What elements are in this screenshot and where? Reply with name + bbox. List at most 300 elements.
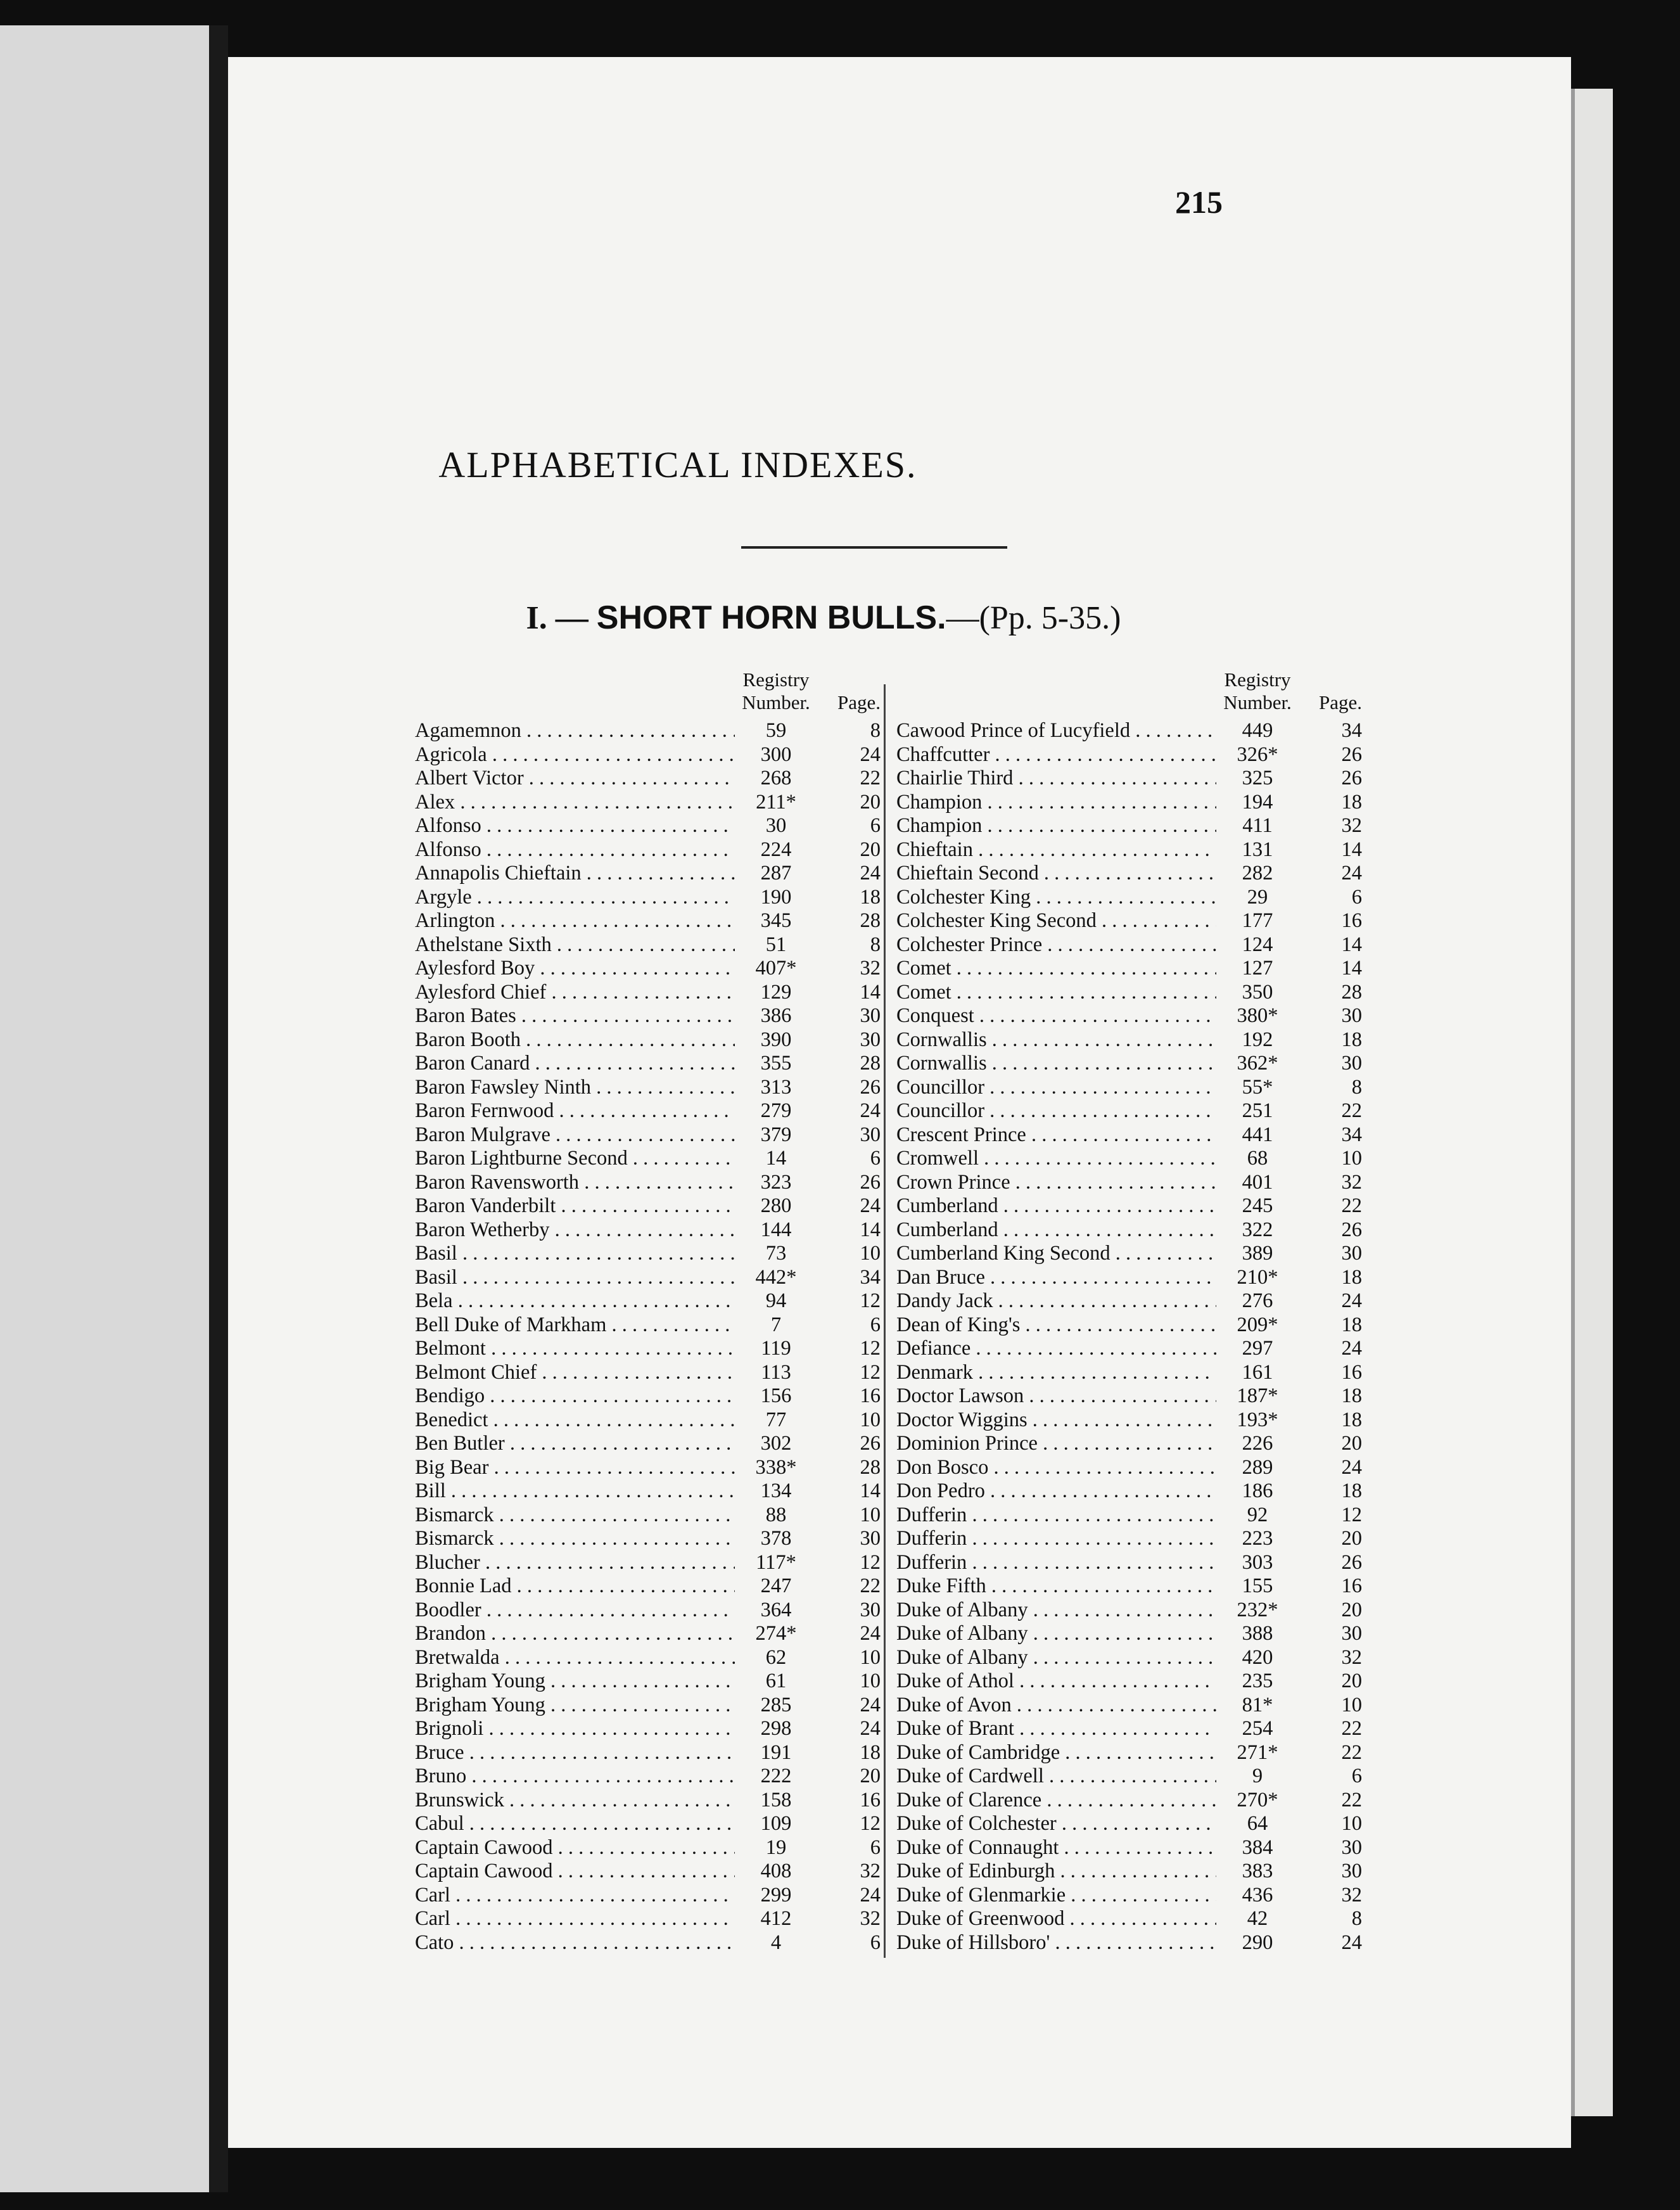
entry-name: Councillor . . . [896, 1076, 1216, 1100]
page-ref: 30 [860, 1527, 881, 1550]
page-ref: 24 [860, 1099, 881, 1122]
registry-number: 388 [1242, 1622, 1273, 1645]
page-ref: 22 [1341, 1741, 1362, 1764]
page-ref: 22 [1341, 1194, 1362, 1217]
index-entry [896, 1599, 1362, 1623]
entry-name: Colchester King Second . . . [896, 909, 1216, 933]
entry-name: Bonnie Lad . . . [415, 1574, 735, 1599]
page-ref: 34 [860, 1265, 881, 1289]
entry-name: Cromwell . . . [896, 1147, 1216, 1171]
page-ref: 6 [870, 1931, 881, 1954]
entry-name: Cumberland . . . [896, 1194, 1216, 1218]
entry-name: Belmont Chief . . . [415, 1361, 735, 1385]
registry-number: 29 [1247, 885, 1268, 909]
index-entry [415, 1099, 881, 1123]
entry-name: Dufferin . . . [896, 1551, 1216, 1575]
entry-name: Brignoli . . . [415, 1717, 735, 1741]
index-entry [415, 1171, 881, 1195]
page-ref: 18 [860, 1741, 881, 1764]
index-entry [415, 1242, 881, 1266]
entry-name: Cumberland King Second . . . [896, 1242, 1216, 1266]
index-entry [415, 743, 881, 767]
page-edge [1571, 89, 1613, 2116]
registry-number: 186 [1242, 1479, 1273, 1502]
entry-name: Councillor . . . [896, 1099, 1216, 1123]
entry-name: Doctor Lawson . . . [896, 1384, 1216, 1408]
registry-number: 338* [755, 1455, 797, 1479]
registry-number: 223 [1242, 1527, 1273, 1550]
index-entry [415, 1789, 881, 1813]
entry-name: Crown Prince . . . [896, 1171, 1216, 1195]
index-entry [896, 1812, 1362, 1836]
index-entry [415, 1004, 881, 1028]
index-entry [415, 1741, 881, 1765]
entry-name: Colchester Prince . . . [896, 933, 1216, 957]
registry-number: 407* [755, 957, 797, 980]
index-entry [415, 767, 881, 791]
index-entry [896, 981, 1362, 1005]
page-ref: 30 [860, 1598, 881, 1621]
page-ref: 28 [1341, 980, 1362, 1004]
page-ref: 18 [1341, 1408, 1362, 1431]
page-ref: 6 [870, 1147, 881, 1170]
index-entry [896, 957, 1362, 981]
entry-name: Bismarck . . . [415, 1504, 735, 1528]
page-ref: 14 [860, 1218, 881, 1241]
index-entry [896, 1622, 1362, 1646]
registry-number: 177 [1242, 909, 1273, 932]
entry-name: Duke of Avon . . . [896, 1694, 1216, 1718]
index-entry [415, 1432, 881, 1456]
registry-number: 350 [1242, 980, 1273, 1004]
index-column-left [415, 668, 881, 1955]
index-entry [896, 719, 1362, 743]
registry-number: 436 [1242, 1883, 1273, 1907]
page-ref: 22 [1341, 1788, 1362, 1811]
entry-name: Don Pedro . . . [896, 1479, 1216, 1504]
entry-name: Brigham Young . . . [415, 1670, 735, 1694]
registry-number: 156 [760, 1384, 792, 1407]
index-entry [896, 838, 1362, 862]
index-entries-left [415, 719, 881, 1955]
section-name: SHORT HORN BULLS. [596, 599, 946, 636]
entry-name: Duke of Colchester . . . [896, 1812, 1216, 1836]
registry-number: 210* [1237, 1265, 1278, 1289]
index-entry [415, 1456, 881, 1480]
registry-number: 276 [1242, 1289, 1273, 1312]
index-entry [896, 1456, 1362, 1480]
left-facing-page [0, 25, 209, 2192]
entry-name: Bendigo . . . [415, 1384, 735, 1408]
page-ref: 12 [860, 1360, 881, 1384]
index-entry [415, 1884, 881, 1908]
entry-name: Cawood Prince of Lucyfield . . . [896, 719, 1216, 743]
page-ref: 8 [870, 719, 881, 742]
column-header [896, 668, 1362, 719]
page-header: Page. [1318, 691, 1362, 713]
index-entry [896, 886, 1362, 910]
page-ref: 6 [870, 814, 881, 837]
page-ref: 32 [1341, 1170, 1362, 1194]
index-entry [415, 791, 881, 815]
registry-number: 408 [760, 1860, 792, 1882]
index-entry [896, 1004, 1362, 1028]
registry-number: 279 [760, 1099, 792, 1122]
entry-name: Champion . . . [896, 814, 1216, 838]
index-entry [896, 1052, 1362, 1076]
registry-number: 19 [765, 1836, 787, 1859]
registry-number: 187* [1237, 1384, 1278, 1407]
column-divider [884, 684, 886, 1958]
index-entry [896, 1171, 1362, 1195]
entry-name: Duke of Edinburgh . . . [896, 1860, 1216, 1884]
page-ref: 26 [1341, 1218, 1362, 1241]
page-ref: 10 [860, 1408, 881, 1431]
section-heading [317, 599, 1330, 637]
page-ref: 34 [1341, 1123, 1362, 1146]
page-ref: 14 [860, 980, 881, 1004]
entry-name: Annapolis Chieftain . . . [415, 862, 735, 886]
registry-number: 270* [1237, 1788, 1278, 1811]
index-entry [896, 1836, 1362, 1860]
registry-number: 287 [760, 862, 792, 885]
registry-number: 7 [770, 1313, 782, 1336]
page-number: 215 [1175, 184, 1223, 220]
page-ref: 12 [860, 1550, 881, 1574]
registry-number: 326* [1237, 743, 1278, 766]
index-entry [896, 814, 1362, 838]
registry-header: Registry Number. [1223, 668, 1292, 713]
page-ref: 26 [1341, 1550, 1362, 1574]
index-entry [415, 1527, 881, 1551]
page-ref: 26 [860, 1432, 881, 1455]
entry-name: Blucher . . . [415, 1551, 735, 1575]
entry-name: Baron Mulgrave . . . [415, 1123, 735, 1147]
entry-name: Duke of Hillsboro' . . . [896, 1931, 1216, 1955]
entry-name: Colchester King . . . [896, 886, 1216, 910]
page-ref: 10 [860, 1242, 881, 1265]
entry-name: Basil . . . [415, 1266, 735, 1290]
index-entry [896, 767, 1362, 791]
registry-number: 299 [760, 1883, 792, 1907]
entry-name: Aylesford Chief . . . [415, 981, 735, 1005]
entry-name: Athelstane Sixth . . . [415, 933, 735, 957]
entry-name: Baron Bates . . . [415, 1004, 735, 1028]
registry-number: 282 [1242, 862, 1273, 885]
page-ref: 6 [1351, 885, 1362, 909]
entry-name: Duke of Clarence . . . [896, 1789, 1216, 1813]
registry-number: 401 [1242, 1170, 1273, 1194]
index-entry [896, 1361, 1362, 1385]
entry-name: Agricola . . . [415, 743, 735, 767]
index-entry [415, 719, 881, 743]
page-title: ALPHABETICAL INDEXES. [438, 444, 917, 485]
page-ref: 24 [1341, 1455, 1362, 1479]
entry-name: Chairlie Third . . . [896, 767, 1216, 791]
entry-name: Dufferin . . . [896, 1527, 1216, 1551]
index-entry [415, 1052, 881, 1076]
index-entry [896, 1218, 1362, 1242]
column-header [415, 668, 881, 719]
index-entry [896, 791, 1362, 815]
page-ref: 14 [1341, 957, 1362, 980]
entry-name: Captain Cawood . . . [415, 1860, 735, 1884]
index-entry [415, 1479, 881, 1504]
registry-number: 109 [760, 1812, 792, 1835]
registry-header: Registry Number. [742, 668, 810, 713]
entry-name: Alfonso . . . [415, 814, 735, 838]
entry-name: Cato . . . [415, 1931, 735, 1955]
registry-number: 113 [761, 1360, 791, 1384]
entry-name: Cornwallis . . . [896, 1028, 1216, 1052]
registry-number: 88 [765, 1503, 787, 1526]
registry-number: 144 [760, 1218, 792, 1241]
page-ref: 16 [1341, 909, 1362, 932]
index-entry [415, 1147, 881, 1171]
index-entry [896, 1076, 1362, 1100]
registry-number: 254 [1242, 1717, 1273, 1740]
page-ref: 16 [860, 1788, 881, 1811]
page-ref: 22 [860, 767, 881, 789]
registry-number: 297 [1242, 1337, 1273, 1360]
page-ref: 10 [860, 1503, 881, 1526]
registry-number: 298 [760, 1717, 792, 1740]
registry-number: 355 [760, 1052, 792, 1075]
page-ref: 18 [1341, 790, 1362, 814]
index-entry [415, 909, 881, 933]
page-ref: 10 [1341, 1693, 1362, 1716]
page-ref: 24 [1341, 1289, 1362, 1312]
registry-number: 285 [760, 1693, 792, 1716]
entry-name: Duke Fifth . . . [896, 1574, 1216, 1599]
registry-number: 73 [765, 1242, 787, 1265]
registry-number: 192 [1242, 1028, 1273, 1051]
entry-name: Bruce . . . [415, 1741, 735, 1765]
index-entry [415, 1361, 881, 1385]
registry-number: 247 [760, 1574, 792, 1597]
index-entry [896, 1646, 1362, 1670]
entry-name: Carl . . . [415, 1907, 735, 1931]
index-entry [896, 1266, 1362, 1290]
index-entries-right [896, 719, 1362, 1955]
page-ref: 24 [1341, 1337, 1362, 1360]
registry-number: 124 [1242, 933, 1273, 956]
page-ref: 6 [870, 1836, 881, 1859]
index-entry [415, 1028, 881, 1052]
index-entry [896, 1907, 1362, 1931]
entry-name: Big Bear . . . [415, 1456, 735, 1480]
index-entry [896, 1194, 1362, 1218]
index-entry [415, 1289, 881, 1313]
registry-number: 322 [1242, 1218, 1273, 1241]
registry-number: 117* [756, 1550, 796, 1574]
page-ref: 10 [860, 1645, 881, 1669]
registry-number: 193* [1237, 1408, 1278, 1431]
index-entry [896, 909, 1362, 933]
entry-name: Baron Canard . . . [415, 1052, 735, 1076]
entry-name: Bismarck . . . [415, 1527, 735, 1551]
index-entry [415, 862, 881, 886]
index-entry [896, 1694, 1362, 1718]
index-entry [415, 1384, 881, 1408]
index-entry [896, 1884, 1362, 1908]
page-ref: 24 [1341, 862, 1362, 885]
index-entry [896, 1147, 1362, 1171]
page-ref: 28 [860, 1052, 881, 1075]
registry-number: 235 [1242, 1670, 1273, 1692]
entry-name: Alex . . . [415, 791, 735, 815]
index-entry [896, 1789, 1362, 1813]
index-entry [415, 1907, 881, 1931]
entry-name: Duke of Greenwood . . . [896, 1907, 1216, 1931]
registry-number: 345 [760, 909, 792, 932]
entry-name: Albert Victor . . . [415, 767, 735, 791]
index-entry [415, 1599, 881, 1623]
page-ref: 20 [860, 1765, 881, 1787]
page-ref: 26 [1341, 743, 1362, 766]
registry-number: 364 [760, 1598, 792, 1621]
registry-number: 131 [1242, 838, 1273, 861]
registry-number: 55* [1242, 1075, 1273, 1099]
entry-name: Carl . . . [415, 1884, 735, 1908]
index-entry [896, 1504, 1362, 1528]
registry-number: 134 [760, 1479, 792, 1502]
entry-name: Dandy Jack . . . [896, 1289, 1216, 1313]
index-entry [896, 1860, 1362, 1884]
page-ref: 26 [860, 1170, 881, 1194]
registry-number: 51 [765, 933, 787, 956]
index-entry [415, 1076, 881, 1100]
page-ref: 24 [1341, 1931, 1362, 1954]
page-ref: 18 [860, 885, 881, 909]
page-ref: 22 [860, 1574, 881, 1597]
index-entry [896, 1741, 1362, 1765]
page-ref: 30 [860, 1004, 881, 1027]
registry-number: 9 [1252, 1765, 1263, 1787]
index-entry [896, 1099, 1362, 1123]
registry-number: 14 [765, 1147, 787, 1170]
index-entry [415, 933, 881, 957]
index-entry [415, 1574, 881, 1599]
index-entry [896, 933, 1362, 957]
page-ref: 12 [860, 1289, 881, 1312]
entry-name: Chieftain Second . . . [896, 862, 1216, 886]
page-ref: 32 [1341, 1645, 1362, 1669]
index-entry [896, 1479, 1362, 1504]
registry-number: 420 [1242, 1645, 1273, 1669]
entry-name: Duke of Albany . . . [896, 1622, 1216, 1646]
entry-name: Defiance . . . [896, 1337, 1216, 1361]
registry-number: 290 [1242, 1931, 1273, 1954]
index-entry [415, 1670, 881, 1694]
entry-name: Brunswick . . . [415, 1789, 735, 1813]
index-entry [415, 1504, 881, 1528]
page-ref: 18 [1341, 1384, 1362, 1407]
entry-name: Champion . . . [896, 791, 1216, 815]
index-entry [896, 1123, 1362, 1147]
page-ref: 14 [1341, 838, 1362, 861]
entry-name: Duke of Cambridge . . . [896, 1741, 1216, 1765]
index-entry [896, 1028, 1362, 1052]
entry-name: Brigham Young . . . [415, 1694, 735, 1718]
index-entry [415, 1218, 881, 1242]
page-ref: 30 [1341, 1242, 1362, 1265]
page-ref: 18 [1341, 1479, 1362, 1502]
page-ref: 30 [1341, 1052, 1362, 1075]
index-entry [896, 1313, 1362, 1338]
entry-name: Brandon . . . [415, 1622, 735, 1646]
index-entry [896, 1574, 1362, 1599]
title-rule [741, 546, 1007, 549]
page-ref: 30 [1341, 1622, 1362, 1645]
page-ref: 24 [860, 1883, 881, 1907]
entry-name: Denmark . . . [896, 1361, 1216, 1385]
section-pages: —(Pp. 5-35.) [946, 600, 1121, 636]
entry-name: Bela . . . [415, 1289, 735, 1313]
index-entry [415, 1765, 881, 1789]
page-ref: 32 [1341, 814, 1362, 837]
page-ref: 24 [860, 1717, 881, 1740]
page-ref: 30 [1341, 1004, 1362, 1027]
registry-number: 245 [1242, 1194, 1273, 1217]
page-ref: 20 [1341, 1527, 1362, 1550]
entry-name: Agamemnon . . . [415, 719, 735, 743]
index-entry [415, 1717, 881, 1741]
book-binding-gutter [209, 25, 228, 2192]
registry-number: 325 [1242, 767, 1273, 789]
registry-number: 64 [1247, 1812, 1268, 1835]
page-ref: 32 [1341, 1883, 1362, 1907]
page-ref: 28 [860, 909, 881, 932]
page-ref: 24 [860, 1622, 881, 1645]
registry-number: 362* [1237, 1052, 1278, 1075]
entry-name: Dominion Prince . . . [896, 1432, 1216, 1456]
registry-number: 300 [760, 743, 792, 766]
index-entry [415, 814, 881, 838]
registry-number: 268 [760, 767, 792, 789]
registry-number: 289 [1242, 1455, 1273, 1479]
index-entry [415, 1313, 881, 1338]
entry-name: Duke of Brant . . . [896, 1717, 1216, 1741]
index-entry [415, 1836, 881, 1860]
entry-name: Aylesford Boy . . . [415, 957, 735, 981]
registry-number: 323 [760, 1170, 792, 1194]
registry-number: 4 [770, 1931, 782, 1954]
page-ref: 22 [1341, 1099, 1362, 1122]
registry-number: 92 [1247, 1503, 1268, 1526]
entry-name: Baron Fernwood . . . [415, 1099, 735, 1123]
page-ref: 12 [1341, 1503, 1362, 1526]
registry-number: 232* [1237, 1598, 1278, 1621]
entry-name: Baron Wetherby . . . [415, 1218, 735, 1242]
page-ref: 8 [1351, 1907, 1362, 1930]
page-ref: 24 [860, 862, 881, 885]
page-ref: 18 [1341, 1028, 1362, 1051]
registry-number: 449 [1242, 719, 1273, 742]
page-ref: 14 [1341, 933, 1362, 956]
entry-name: Cornwallis . . . [896, 1052, 1216, 1076]
page-ref: 10 [860, 1670, 881, 1692]
index-entry [415, 1337, 881, 1361]
entry-name: Chaffcutter . . . [896, 743, 1216, 767]
entry-name: Ben Butler . . . [415, 1432, 735, 1456]
index-entry [896, 1717, 1362, 1741]
page-ref: 8 [1351, 1075, 1362, 1099]
index-entry [415, 981, 881, 1005]
entry-name: Cabul . . . [415, 1812, 735, 1836]
index-entry [415, 1194, 881, 1218]
index-entry [415, 1551, 881, 1575]
